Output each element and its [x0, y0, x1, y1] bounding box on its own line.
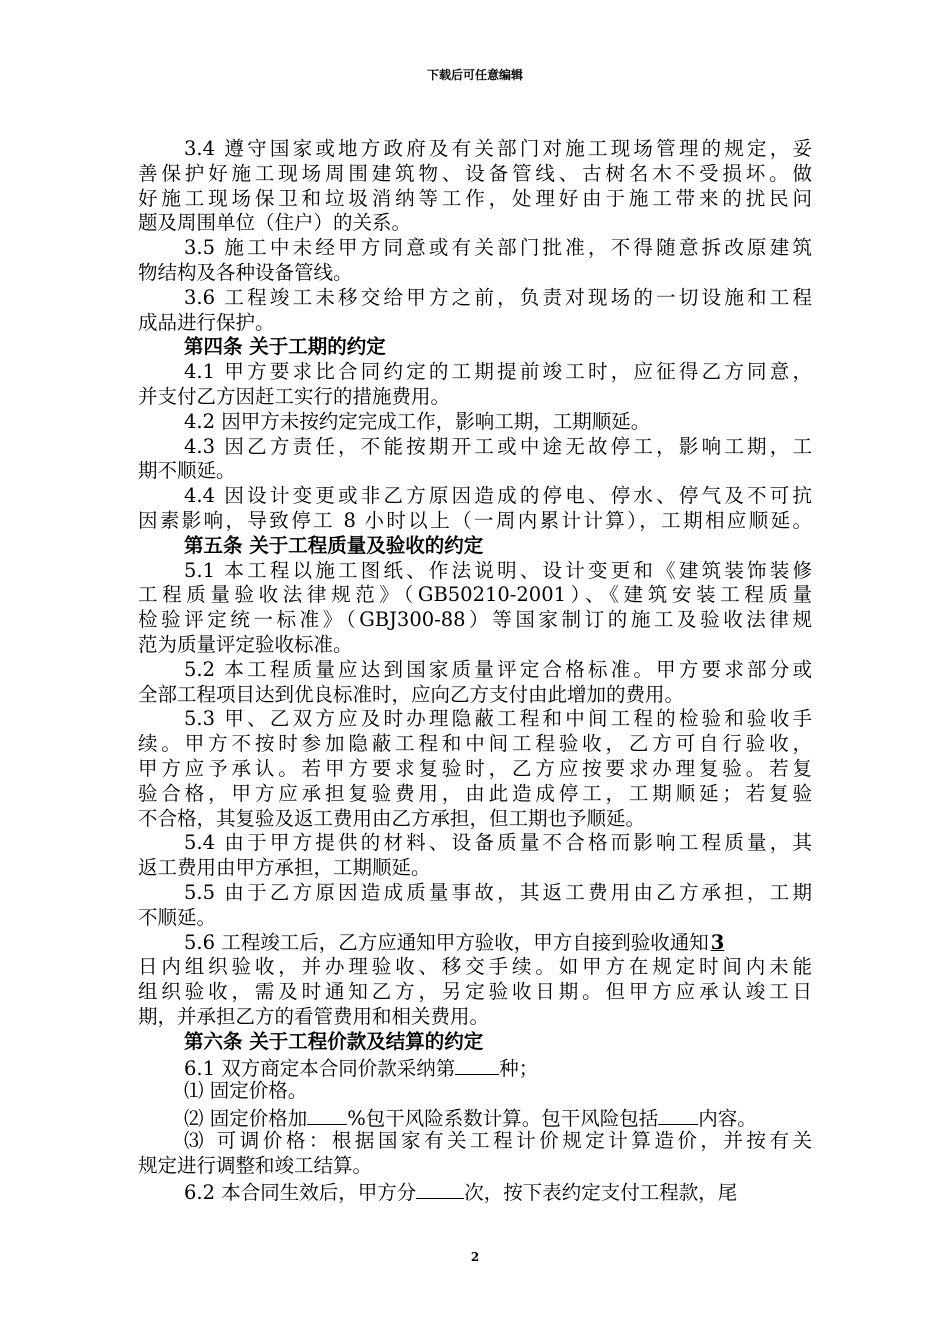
clause-3-4-line-1: 3.4 遵守国家或地方政府及有关部门对施工现场管理的规定，妥 [184, 137, 812, 160]
clause-5-6-line-2: 日内组织验收，并办理验收、移交手续。如甲方在规定时间内未能 [138, 955, 812, 979]
clause-5-4-line-1: 5.4 由于甲方提供的材料、设备质量不合格而影响工程质量，其 [184, 831, 812, 855]
page-header: 下载后可任意编辑 [426, 68, 523, 82]
clause-3-4-line-2: 善保护好施工现场周围建筑物、设备管线、古树名木不受损坏。做 [138, 161, 812, 185]
clause-5-6-line-1 [138, 931, 812, 956]
clause-3-5-line-1: 3.5 施工中未经甲方同意或有关部门批准，不得随意拆改原建筑 [184, 236, 812, 260]
payment-count-blank [416, 1178, 464, 1199]
clause-5-3-line-3: 甲方应予承认。若甲方要求复验时，乙方应按要求办理复验。若复 [138, 756, 812, 780]
option-2-middle: %包干风险系数计算。包干风险包括 [347, 1107, 659, 1131]
clause-4-4-line-2: 因素影响，导致停工 8 小时以上（一周内累计计算），工期相应顺延。 [138, 508, 812, 532]
clause-5-1-line-1: 5.1 本工程以施工图纸、作法说明、设计变更和《建筑装饰装修 [184, 558, 812, 582]
clause-3-6-line-1: 3.6 工程竣工未移交给甲方之前，负责对现场的一切设施和工程 [184, 285, 812, 309]
clause-6-2-text: 6.2 本合同生效后，甲方分 [184, 1181, 417, 1205]
clause-5-3-line-1: 5.3 甲、乙双方应及时办理隐蔽工程和中间工程的检验和验收手 [184, 707, 812, 731]
clause-5-3-line-4: 验合格，甲方应承担复验费用，由此造成停工，工期顺延；若复验 [138, 781, 812, 805]
article-6-heading: 第六条 关于工程价款及结算的约定 [184, 1029, 484, 1053]
clause-4-4-line-1: 4.4 因设计变更或非乙方原因造成的停电、停水、停气及不可抗 [184, 484, 812, 508]
document-body [138, 137, 812, 1203]
clause-6-2-line-1 [138, 1178, 812, 1203]
clause-3-5-line-2: 物结构及各种设备管线。 [138, 260, 353, 284]
risk-scope-blank [658, 1104, 698, 1125]
option-3-line-2: 规定进行调整和竣工结算。 [138, 1153, 373, 1177]
clause-5-3-line-2: 续。甲方不按时参加隐蔽工程和中间工程验收，乙方可自行验收， [138, 732, 812, 756]
clause-4-3-line-2: 期不顺延。 [138, 459, 236, 483]
article-4-heading: 第四条 关于工期的约定 [184, 335, 386, 359]
price-type-blank [455, 1054, 499, 1075]
clause-5-5-line-2: 不顺延。 [138, 905, 217, 929]
clause-6-1-line-1 [138, 1054, 812, 1079]
option-1-line: ⑴ 固定价格。 [184, 1079, 308, 1103]
clause-6-2-suffix: 次，按下表约定支付工程款，尾 [464, 1181, 738, 1205]
clause-4-2-line-1: 4.2 因甲方未按约定完成工作，影响工期，工期顺延。 [184, 409, 651, 433]
option-3-line-1: ⑶ 可调价格：根据国家有关工程计价规定计算造价，并按有关 [184, 1128, 812, 1152]
clause-5-1-line-4: 范为质量评定验收标准。 [138, 632, 353, 656]
clause-6-1-text: 6.1 双方商定本合同价款采纳第 [184, 1057, 456, 1081]
article-5-heading: 第五条 关于工程质量及验收的约定 [184, 533, 484, 557]
clause-5-1-line-2: 工程质量验收法律规范》（GB50210-2001）、《建筑安装工程质量 [138, 583, 812, 607]
option-2-text: ⑵ 固定价格加 [184, 1107, 308, 1131]
clause-6-1-suffix: 种； [499, 1057, 539, 1081]
clause-4-1-line-2: 并支付乙方因赶工实行的措施费用。 [138, 384, 451, 408]
clause-3-6-line-2: 成品进行保护。 [138, 310, 275, 334]
clause-5-6-line-4: 期，并承担乙方的看管费用和相关费用。 [138, 1004, 490, 1028]
clause-5-5-line-1: 5.5 由于乙方原因造成质量事故，其返工费用由乙方承担，工期 [184, 880, 812, 904]
clause-3-4-line-4: 题及周围单位（住户）的关系。 [138, 211, 412, 235]
clause-3-4-line-3: 好施工现场保卫和垃圾消纳等工作，处理好由于施工带来的扰民问 [138, 186, 812, 210]
clause-5-1-line-3: 检验评定统一标准》（GBJ300-88）等国家制订的施工及验收法律规 [138, 608, 812, 632]
risk-rate-blank [307, 1104, 347, 1125]
clause-5-6-text: 5.6 工程竣工后，乙方应通知甲方验收，甲方自接到验收通知 [184, 930, 709, 954]
clause-5-4-line-2: 返工费用由甲方承担，工期顺延。 [138, 856, 431, 880]
clause-4-3-line-1: 4.3 因乙方责任，不能按期开工或中途无故停工，影响工期，工 [184, 434, 812, 458]
clause-5-6-line-3: 组织验收，需及时通知乙方，另定验收日期。但甲方应承认竣工日 [138, 980, 812, 1004]
clause-4-1-line-1: 4.1 甲方要求比合同约定的工期提前竣工时，应征得乙方同意， [184, 360, 812, 384]
page-number: 2 [470, 1250, 480, 1264]
option-2-line [138, 1104, 812, 1129]
clause-5-2-line-2: 全部工程项目达到优良标准时，应向乙方支付由此增加的费用。 [138, 682, 685, 706]
clause-5-2-line-1: 5.2 本工程质量应达到国家质量评定合格标准。甲方要求部分或 [184, 657, 812, 681]
clause-5-3-line-5: 不合格，其复验及返工费用由乙方承担，但工期也予顺延。 [138, 806, 646, 830]
acceptance-days-value: 3 [710, 930, 725, 954]
option-2-suffix: 内容。 [698, 1107, 757, 1131]
